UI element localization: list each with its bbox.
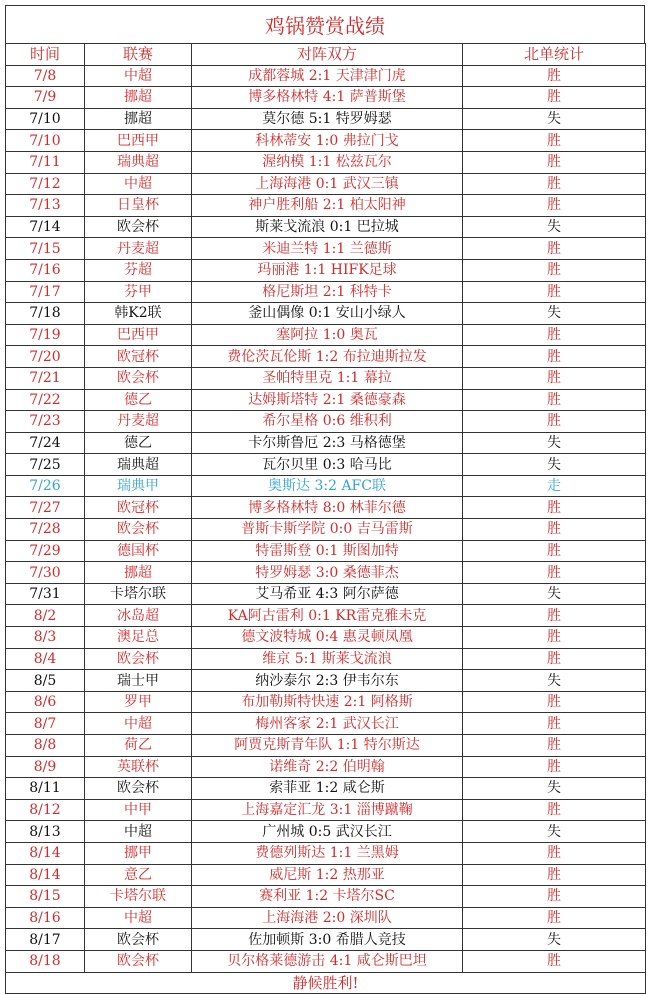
cell-date: 7/10 [6,130,85,152]
record-sheet [5,5,645,994]
cell-result: 胜 [463,627,646,649]
cell-league: 中超 [85,713,192,735]
cell-match: 费伦茨瓦伦斯 1:2 布拉迪斯拉发 [192,346,463,368]
cell-match: 上海嘉定汇龙 3:1 淄博蹴鞠 [192,799,463,821]
cell-date: 8/18 [6,950,85,972]
table-row [6,497,646,519]
cell-result: 胜 [463,540,646,562]
cell-date: 7/20 [6,346,85,368]
cell-result: 胜 [463,281,646,303]
table-row [6,864,646,886]
table-row [6,389,646,411]
cell-league: 欧冠杯 [85,346,192,368]
cell-date: 7/13 [6,195,85,217]
cell-league: 卡塔尔联 [85,886,192,908]
cell-date: 8/9 [6,756,85,778]
table-row [6,691,646,713]
cell-date: 7/14 [6,216,85,238]
cell-match: KA阿古雷利 0:1 KR雷克雅未克 [192,605,463,627]
cell-date: 7/24 [6,432,85,454]
cell-date: 8/15 [6,886,85,908]
cell-result: 失 [463,778,646,800]
cell-date: 7/30 [6,562,85,584]
cell-match: 渥纳模 1:1 松兹瓦尔 [192,151,463,173]
cell-result: 胜 [463,87,646,109]
cell-league: 中超 [85,65,192,87]
cell-match: 釜山偶像 0:1 安山小绿人 [192,303,463,325]
table-row [6,648,646,670]
cell-result: 胜 [463,238,646,260]
cell-league: 欧会杯 [85,648,192,670]
cell-date: 7/23 [6,411,85,433]
cell-league: 澳足总 [85,627,192,649]
cell-match: 诺维奇 2:2 伯明翰 [192,756,463,778]
cell-result: 胜 [463,864,646,886]
cell-result: 胜 [463,151,646,173]
cell-match: 上海海港 0:1 武汉三镇 [192,173,463,195]
cell-date: 7/11 [6,151,85,173]
table-row [6,130,646,152]
table-row [6,87,646,109]
cell-date: 7/17 [6,281,85,303]
cell-result: 失 [463,454,646,476]
cell-date: 8/7 [6,713,85,735]
table-row [6,605,646,627]
header-result: 北单统计 [463,44,646,66]
cell-league: 挪超 [85,108,192,130]
cell-league: 巴西甲 [85,130,192,152]
table-row [6,432,646,454]
cell-league: 欧会杯 [85,929,192,951]
cell-match: 纳沙泰尔 2:3 伊韦尔东 [192,670,463,692]
cell-result: 胜 [463,324,646,346]
cell-match: 阿贾克斯青年队 1:1 特尔斯达 [192,735,463,757]
table-row [6,929,646,951]
cell-date: 8/14 [6,864,85,886]
cell-league: 荷乙 [85,735,192,757]
table-row [6,475,646,497]
table-row [6,411,646,433]
table-row [6,108,646,130]
cell-league: 英联杯 [85,756,192,778]
cell-match: 德文波特城 0:4 惠灵顿凤凰 [192,627,463,649]
cell-date: 7/26 [6,475,85,497]
cell-result: 胜 [463,389,646,411]
cell-result: 胜 [463,735,646,757]
table-row [6,756,646,778]
cell-date: 7/15 [6,238,85,260]
cell-match: 达姆斯塔特 2:1 桑德豪森 [192,389,463,411]
cell-match: 神户胜利船 2:1 柏太阳神 [192,195,463,217]
table-row [6,259,646,281]
cell-match: 费德列斯达 1:1 兰黑姆 [192,842,463,864]
cell-match: 斯莱戈流浪 0:1 巴拉城 [192,216,463,238]
cell-result: 胜 [463,605,646,627]
cell-result: 胜 [463,756,646,778]
cell-league: 挪超 [85,562,192,584]
cell-match: 玛丽港 1:1 HIFK足球 [192,259,463,281]
cell-match: 艾马希亚 4:3 阿尔萨德 [192,583,463,605]
cell-date: 8/3 [6,627,85,649]
cell-date: 8/8 [6,735,85,757]
cell-date: 7/16 [6,259,85,281]
cell-league: 中超 [85,821,192,843]
table-row [6,799,646,821]
cell-match: 莫尔德 5:1 特罗姆瑟 [192,108,463,130]
cell-result: 胜 [463,346,646,368]
cell-match: 博多格林特 8:0 林菲尔德 [192,497,463,519]
cell-result: 失 [463,821,646,843]
cell-date: 7/22 [6,389,85,411]
cell-match: 特雷斯登 0:1 斯图加特 [192,540,463,562]
cell-league: 欧会杯 [85,367,192,389]
cell-match: 圣帕特里克 1:1 幕拉 [192,367,463,389]
cell-date: 7/9 [6,87,85,109]
table-row [6,519,646,541]
table-row [6,238,646,260]
sheet-title: 鸡锅赞赏战绩 [5,5,645,43]
table-row [6,346,646,368]
table-row [6,540,646,562]
cell-league: 芬超 [85,259,192,281]
table-row [6,842,646,864]
table-row [6,583,646,605]
cell-league: 瑞士甲 [85,670,192,692]
cell-date: 8/11 [6,778,85,800]
cell-result: 胜 [463,907,646,929]
header-date: 时间 [6,44,85,66]
table-row [6,713,646,735]
cell-league: 德乙 [85,432,192,454]
cell-result: 胜 [463,562,646,584]
cell-date: 7/10 [6,108,85,130]
cell-league: 欧会杯 [85,778,192,800]
cell-match: 上海海港 2:0 深圳队 [192,907,463,929]
cell-date: 8/6 [6,691,85,713]
cell-date: 7/28 [6,519,85,541]
cell-match: 塞阿拉 1:0 奥瓦 [192,324,463,346]
cell-league: 韩K2联 [85,303,192,325]
cell-league: 中超 [85,173,192,195]
cell-league: 欧会杯 [85,519,192,541]
cell-result: 胜 [463,130,646,152]
cell-date: 8/2 [6,605,85,627]
cell-result: 胜 [463,195,646,217]
cell-date: 8/13 [6,821,85,843]
table-row [6,303,646,325]
header-row [6,44,646,66]
cell-match: 博多格林特 4:1 萨普斯堡 [192,87,463,109]
table-row [6,195,646,217]
cell-date: 7/29 [6,540,85,562]
cell-result: 胜 [463,648,646,670]
cell-match: 赛利亚 1:2 卡塔尔SC [192,886,463,908]
cell-result: 胜 [463,691,646,713]
cell-league: 罗甲 [85,691,192,713]
cell-match: 佐加顿斯 3:0 希腊人竞技 [192,929,463,951]
cell-match: 米迪兰特 1:1 兰德斯 [192,238,463,260]
cell-result: 胜 [463,65,646,87]
cell-league: 德乙 [85,389,192,411]
table-row [6,562,646,584]
table-row [6,151,646,173]
cell-result: 胜 [463,367,646,389]
cell-result: 失 [463,929,646,951]
table-row [6,454,646,476]
cell-result: 胜 [463,497,646,519]
cell-match: 希尔星格 0:6 维积利 [192,411,463,433]
cell-date: 7/18 [6,303,85,325]
cell-date: 8/16 [6,907,85,929]
cell-result: 失 [463,216,646,238]
cell-match: 威尼斯 1:2 热那亚 [192,864,463,886]
cell-result: 胜 [463,713,646,735]
cell-league: 瑞典超 [85,454,192,476]
table-row [6,216,646,238]
cell-match: 格尼斯坦 2:1 科特卡 [192,281,463,303]
table-row [6,281,646,303]
cell-result: 失 [463,583,646,605]
cell-match: 维京 5:1 斯莱戈流浪 [192,648,463,670]
cell-match: 奥斯达 3:2 AFC联 [192,475,463,497]
cell-date: 8/4 [6,648,85,670]
cell-result: 胜 [463,886,646,908]
cell-match: 索菲亚 1:2 咸仑斯 [192,778,463,800]
cell-league: 芬甲 [85,281,192,303]
cell-result: 失 [463,108,646,130]
cell-date: 8/17 [6,929,85,951]
footer-text: 静候胜利! [6,972,646,994]
cell-match: 成都蓉城 2:1 天津津门虎 [192,65,463,87]
cell-result: 胜 [463,950,646,972]
cell-match: 科林蒂安 1:0 弗拉门戈 [192,130,463,152]
cell-league: 德国杯 [85,540,192,562]
table-row [6,886,646,908]
table-row [6,627,646,649]
cell-result: 失 [463,432,646,454]
cell-league: 欧会杯 [85,950,192,972]
cell-league: 欧会杯 [85,216,192,238]
cell-match: 贝尔格莱德游击 4:1 咸仑斯巴坦 [192,950,463,972]
cell-league: 日皇杯 [85,195,192,217]
cell-league: 冰岛超 [85,605,192,627]
cell-date: 7/31 [6,583,85,605]
cell-match: 广州城 0:5 武汉长江 [192,821,463,843]
cell-date: 7/8 [6,65,85,87]
cell-match: 梅州客家 2:1 武汉长江 [192,713,463,735]
table-row [6,367,646,389]
cell-result: 胜 [463,411,646,433]
cell-result: 胜 [463,259,646,281]
table-row [6,173,646,195]
cell-league: 卡塔尔联 [85,583,192,605]
cell-date: 7/12 [6,173,85,195]
cell-league: 瑞典甲 [85,475,192,497]
cell-league: 挪超 [85,87,192,109]
cell-date: 7/27 [6,497,85,519]
cell-league: 中甲 [85,799,192,821]
footer-row [6,972,646,994]
table-row [6,778,646,800]
cell-match: 普斯卡斯学院 0:0 吉马雷斯 [192,519,463,541]
cell-league: 中超 [85,907,192,929]
table-row [6,670,646,692]
cell-match: 瓦尔贝里 0:3 哈马比 [192,454,463,476]
cell-result: 胜 [463,799,646,821]
cell-match: 布加勒斯特快速 2:1 阿格斯 [192,691,463,713]
cell-result: 走 [463,475,646,497]
cell-match: 特罗姆瑟 3:0 桑德菲杰 [192,562,463,584]
header-league: 联赛 [85,44,192,66]
cell-league: 丹麦超 [85,238,192,260]
table-row [6,65,646,87]
cell-league: 巴西甲 [85,324,192,346]
table-row [6,907,646,929]
cell-date: 8/12 [6,799,85,821]
cell-league: 瑞典超 [85,151,192,173]
cell-date: 8/14 [6,842,85,864]
cell-league: 意乙 [85,864,192,886]
cell-result: 胜 [463,842,646,864]
header-match: 对阵双方 [192,44,463,66]
cell-result: 胜 [463,173,646,195]
table-row [6,735,646,757]
cell-result: 失 [463,670,646,692]
cell-date: 7/25 [6,454,85,476]
cell-date: 7/19 [6,324,85,346]
table-row [6,324,646,346]
cell-league: 丹麦超 [85,411,192,433]
cell-match: 卡尔斯鲁厄 2:3 马格德堡 [192,432,463,454]
cell-result: 胜 [463,519,646,541]
cell-date: 8/5 [6,670,85,692]
table-row [6,821,646,843]
record-table [5,43,646,994]
cell-league: 欧冠杯 [85,497,192,519]
table-row [6,950,646,972]
cell-result: 失 [463,303,646,325]
cell-date: 7/21 [6,367,85,389]
cell-league: 挪甲 [85,842,192,864]
